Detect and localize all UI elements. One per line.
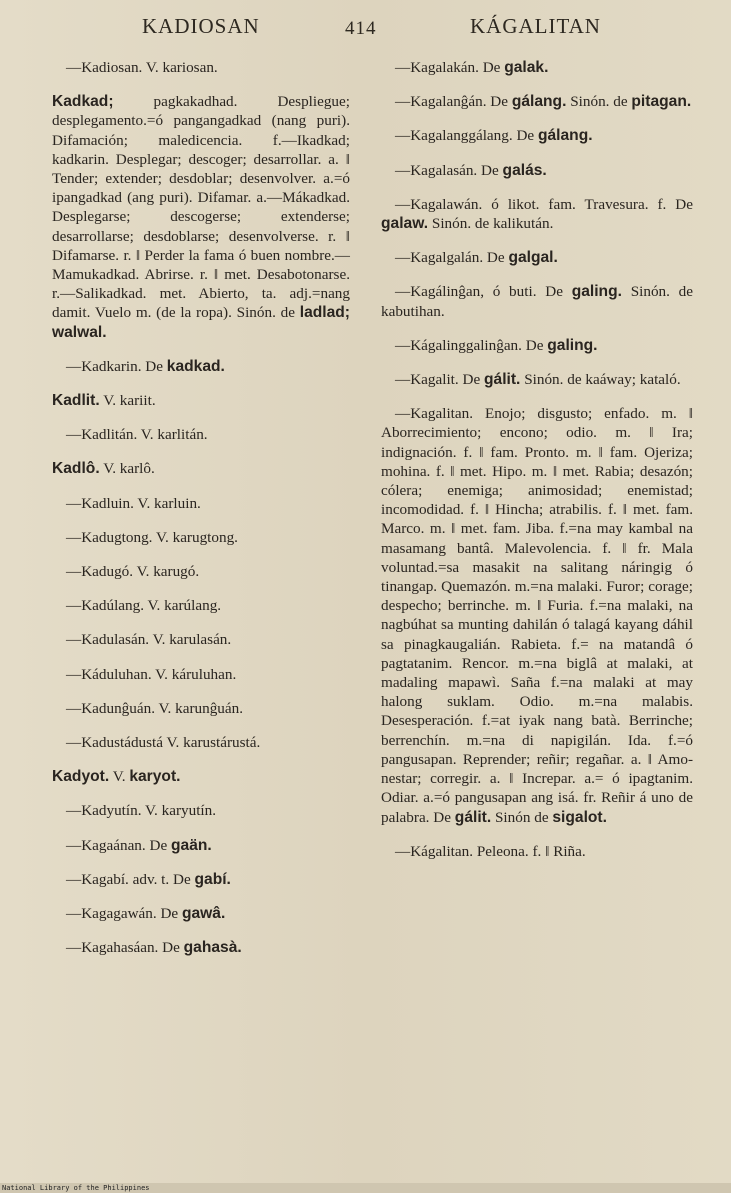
entry-reference: gálang. [537,127,593,145]
entry-text: —Kadúlang. V. karúlang. [66,597,222,615]
entry-headword: Kadlit. [52,392,100,410]
entry-text: —Kagalanĝán. De [395,93,509,111]
entry-headword: Kadyot. [52,768,110,786]
entry [52,58,350,77]
header-left-guideword: KADIOSAN [142,14,260,38]
entry-reference: gawâ. [181,905,226,923]
library-footer: National Library of the Philippines [2,1184,150,1192]
entry [52,836,350,855]
entry-text: Sinón de [494,808,549,826]
entry-text: —Kadugó. V. karugó. [66,563,200,581]
entry [52,870,350,889]
entry-reference: galing. [571,283,622,301]
entry-text: Sinón. de [570,93,628,111]
entry-text: —Kagalasán. De [395,161,499,179]
entry [381,126,693,145]
entry-text: —Kagahasáan. De [66,939,180,957]
entry [52,801,350,820]
entry-text: —Kadiosan. V. kariosan. [66,59,218,76]
page-number: 414 [345,18,377,39]
entry-text: —Kágalitan. Peleona. f. ‖ Riña. [395,842,586,860]
entry [52,562,350,581]
entry [52,357,350,376]
entry [52,904,350,923]
entry-reference: pitagan. [631,93,692,111]
entry [381,282,693,320]
entry-reference: gálit. [454,808,492,826]
entry-text: —Kadustádustá V. karustárustá. [66,734,261,752]
entry-text: —Kagálinĝan, ó buti. De [395,283,563,301]
entry-text: —Kagalit. De [395,371,481,389]
entry-text: —Kagalawán. ó likot. fam. Travesura. f. De [395,195,693,213]
entry-text: —Kadluin. V. karluin. [66,494,201,512]
entry [52,92,350,342]
entry [381,161,693,180]
entry-reference: galgal. [508,249,558,267]
entry-reference: ladlad; walwal. [52,304,351,341]
entry-reference: gahasà. [183,939,242,957]
entry [52,391,350,410]
entry-text: —Kadlitán. V. karlitán. [66,426,208,444]
entry-text: Sinón. de kabutihan. [381,283,694,320]
entry [381,92,693,111]
entry-reference: kadkad. [166,357,225,375]
entry-text: —Kagalgalán. De [395,249,505,267]
entry [52,699,350,718]
entry-reference: karyot. [129,768,181,786]
entry [52,767,350,786]
entry-text: —Kadulasán. V. karulasán. [66,631,232,649]
entry [381,248,693,267]
entry-text: —Kágalinggalinĝan. De [395,336,544,354]
entry [52,630,350,649]
entry-text: —Kagalitan. Enojo; disgusto; enfado. m. ‖ Aborrecimiento; encono; odio. m. ‖ Ira; indignación. f. ‖ fam. Pronto. m. ‖ fam. Ojeriza; mohina. f. ‖ met. Hipo. m. ‖ met. Rabia; desazón; cólera; enemiga; animosidad; enemistad; incomodidad. f. ‖ Hincha; atrabilis. f. ‖ met. fam. Marco. m. ‖ met. fam. Jiba. f.=na may kambal na masamang bantâ. Malevolencia. f. ‖ fr. Mala voluntad.=sa masakit na salitang náringig ó tinangap. Quemazón. m.=na malaki. Furor; corage; despecho; berrinche. m. ‖ Furia. f.=na malaki, na nagbúhat sa munting dahilán ó talagá kayang dáhil sa pinagkaugalián. Rabieta. f.= na matandâ ó pagtatanim. Rencor. m.=na biglâ at malaki, at madaling mapawì. Saña f.=na malaki at may halong suklam. Odio. m.=na malabis. Desesperación. f.=at iyak nang batà. Berrinche; berrenchín. m.=na di napigilán. Ida. f.=ó pangusapan. Reprender; reñir; regañar. a. ‖ Amonestar; corregir. a. ‖ Increpar. a.= ó ipagtanim. Odiar. a.=ó pangusapan ang isá. fr. Reñir á uno de palabra. De [381,405,693,826]
entry-text: —Kagagawán. De [66,905,179,923]
entry-reference: sigalot. [552,808,607,826]
entry-text: —Káduluhan. V. káruluhan. [66,665,237,683]
entry [381,336,693,355]
entry [52,733,350,752]
entry-text: —Kagaánan. De [66,836,168,854]
entry [381,195,693,233]
entry-text: —Kadyutín. V. karyutín. [66,802,217,820]
entry [381,58,693,77]
entry-text: V. karlô. [103,460,155,478]
entry [381,404,693,826]
entry-text: —Kagalakán. De [395,59,501,76]
running-header [0,14,731,42]
entry [52,425,350,444]
entry [52,494,350,513]
entry-text: —Kadunĝuán. V. karunĝuán. [66,699,244,717]
entry-reference: gabí. [194,870,231,888]
entry-text: —Kadugtong. V. karugtong. [66,528,238,546]
entry-reference: gálit. [484,371,521,389]
entry-headword: Kadlô. [52,460,100,478]
entry-reference: gaän. [171,836,212,854]
left-column [52,58,350,973]
entry-text: Sinón. de kalikután. [431,215,554,233]
entry [381,370,693,389]
entry-reference: galaw. [381,215,429,233]
entry-text: —Kagabí. adv. t. De [66,870,191,888]
entry [52,596,350,615]
entry [52,459,350,478]
entry-headword: Kadkad; [52,93,114,111]
entry-reference: galak. [504,59,549,76]
entry [52,528,350,547]
entry-text: V. kariit. [103,392,156,410]
entry [52,665,350,684]
entry-text: —Kagalanggálang. De [395,127,535,145]
entry-reference: galás. [502,161,547,179]
entry-text: Sinón. de kaáway; kataló. [524,371,681,389]
header-right-guideword: KÁGALITAN [470,14,601,38]
entry-text: V. [112,768,126,786]
entry-reference: galing. [547,336,598,354]
entry-text: pagkakadhad. Despliegue; desplegamento.=ó pangangadkad (nang puri). Difamación; maledicencia. f.—Ikadkad; kadkarin. Desplegar; descoger; desarrollar. a. ‖ Tender; extender; desdoblar; desenvolver. a.=ó ipangadkad (ang puri). Difamar. a.—Mákadkad. Desplegarse; descogerse; extenderse; desarrollarse; desdoblarse; desenvolverse. r. ‖ Difamarse. r. ‖ Perder la fama ó buen nombre.—Mamukadkad. Abrirse. r. ‖ met. Desabotonarse. r.—Salikadkad. met. Abierto, ta. adj.=nang damit. Vuelo m. (de la ropa). Sinón. de [52,93,350,322]
entry [52,938,350,957]
entry [381,842,693,861]
entry-text: —Kadkarin. De [66,357,163,375]
right-column [381,58,693,876]
entry-reference: gálang. [511,93,567,111]
